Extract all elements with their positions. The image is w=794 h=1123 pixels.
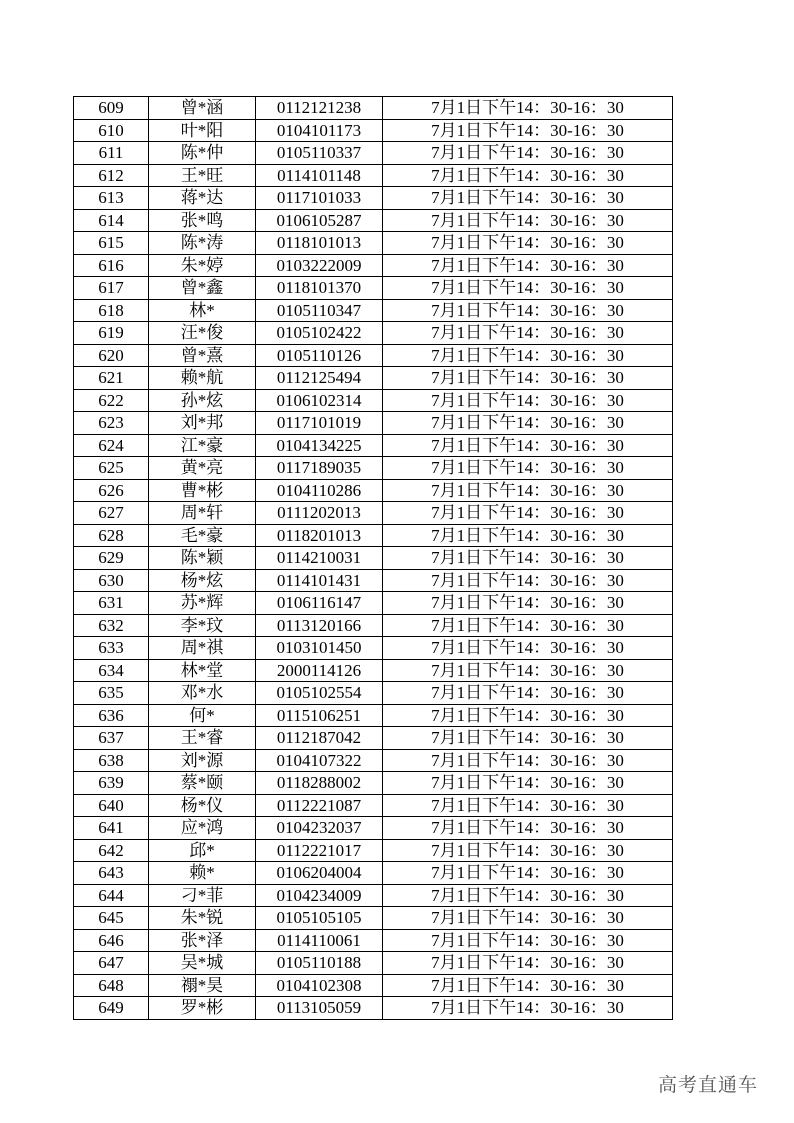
exam-time-cell: 7月1日下午14：30-16：30 (383, 974, 673, 997)
exam-time-cell: 7月1日下午14：30-16：30 (383, 209, 673, 232)
name-cell: 吴*城 (149, 952, 256, 975)
table-row (74, 884, 673, 907)
table-row (74, 794, 673, 817)
id-number-cell: 0104107322 (256, 749, 383, 772)
name-cell: 林*堂 (149, 659, 256, 682)
table-row (74, 322, 673, 345)
name-cell: 杨*炫 (149, 569, 256, 592)
row-number-cell: 628 (74, 524, 149, 547)
id-number-cell: 0113105059 (256, 997, 383, 1020)
id-number-cell: 0118288002 (256, 772, 383, 795)
id-number-cell: 0106102314 (256, 389, 383, 412)
name-cell: 朱*婷 (149, 254, 256, 277)
exam-time-cell: 7月1日下午14：30-16：30 (383, 119, 673, 142)
exam-time-cell: 7月1日下午14：30-16：30 (383, 592, 673, 615)
id-number-cell: 0105102554 (256, 682, 383, 705)
id-number-cell: 0106116147 (256, 592, 383, 615)
name-cell: 何* (149, 704, 256, 727)
row-number-cell: 646 (74, 929, 149, 952)
schedule-table (73, 96, 673, 1020)
name-cell: 曾*涵 (149, 97, 256, 120)
row-number-cell: 633 (74, 637, 149, 660)
row-number-cell: 644 (74, 884, 149, 907)
exam-time-cell: 7月1日下午14：30-16：30 (383, 929, 673, 952)
exam-time-cell: 7月1日下午14：30-16：30 (383, 232, 673, 255)
table-row (74, 772, 673, 795)
row-number-cell: 640 (74, 794, 149, 817)
name-cell: 林* (149, 299, 256, 322)
table-row (74, 862, 673, 885)
row-number-cell: 647 (74, 952, 149, 975)
table-row (74, 97, 673, 120)
row-number-cell: 642 (74, 839, 149, 862)
watermark-text: 高考直通车 (658, 1074, 759, 1096)
id-number-cell: 0104134225 (256, 434, 383, 457)
table-row (74, 457, 673, 480)
exam-time-cell: 7月1日下午14：30-16：30 (383, 389, 673, 412)
exam-time-cell: 7月1日下午14：30-16：30 (383, 884, 673, 907)
exam-time-cell: 7月1日下午14：30-16：30 (383, 839, 673, 862)
row-number-cell: 614 (74, 209, 149, 232)
exam-time-cell: 7月1日下午14：30-16：30 (383, 299, 673, 322)
table-row (74, 524, 673, 547)
row-number-cell: 641 (74, 817, 149, 840)
name-cell: 叶*阳 (149, 119, 256, 142)
id-number-cell: 0104101173 (256, 119, 383, 142)
id-number-cell: 0112221087 (256, 794, 383, 817)
row-number-cell: 634 (74, 659, 149, 682)
row-number-cell: 630 (74, 569, 149, 592)
table-row (74, 637, 673, 660)
table-row (74, 569, 673, 592)
exam-time-cell: 7月1日下午14：30-16：30 (383, 164, 673, 187)
name-cell: 赖*航 (149, 367, 256, 390)
name-cell: 陈*颖 (149, 547, 256, 570)
exam-time-cell: 7月1日下午14：30-16：30 (383, 547, 673, 570)
exam-time-cell: 7月1日下午14：30-16：30 (383, 772, 673, 795)
name-cell: 罗*彬 (149, 997, 256, 1020)
row-number-cell: 649 (74, 997, 149, 1020)
id-number-cell: 0118201013 (256, 524, 383, 547)
id-number-cell: 0112125494 (256, 367, 383, 390)
id-number-cell: 0117101033 (256, 187, 383, 210)
table-row (74, 614, 673, 637)
id-number-cell: 0113120166 (256, 614, 383, 637)
id-number-cell: 0117189035 (256, 457, 383, 480)
row-number-cell: 626 (74, 479, 149, 502)
id-number-cell: 0105110347 (256, 299, 383, 322)
id-number-cell: 0104110286 (256, 479, 383, 502)
exam-time-cell: 7月1日下午14：30-16：30 (383, 704, 673, 727)
exam-time-cell: 7月1日下午14：30-16：30 (383, 524, 673, 547)
table-row (74, 547, 673, 570)
table-row (74, 389, 673, 412)
table-row (74, 479, 673, 502)
table-row (74, 344, 673, 367)
name-cell: 刁*菲 (149, 884, 256, 907)
table-row (74, 817, 673, 840)
name-cell: 刘*邦 (149, 412, 256, 435)
name-cell: 毛*豪 (149, 524, 256, 547)
id-number-cell: 0106105287 (256, 209, 383, 232)
row-number-cell: 610 (74, 119, 149, 142)
row-number-cell: 637 (74, 727, 149, 750)
name-cell: 汪*俊 (149, 322, 256, 345)
name-cell: 张*泽 (149, 929, 256, 952)
schedule-table-body (74, 97, 673, 1020)
row-number-cell: 619 (74, 322, 149, 345)
id-number-cell: 0105110337 (256, 142, 383, 165)
name-cell: 王*旺 (149, 164, 256, 187)
exam-time-cell: 7月1日下午14：30-16：30 (383, 142, 673, 165)
exam-time-cell: 7月1日下午14：30-16：30 (383, 727, 673, 750)
exam-time-cell: 7月1日下午14：30-16：30 (383, 457, 673, 480)
name-cell: 王*睿 (149, 727, 256, 750)
id-number-cell: 0112221017 (256, 839, 383, 862)
name-cell: 曹*彬 (149, 479, 256, 502)
table-row (74, 164, 673, 187)
name-cell: 陈*仲 (149, 142, 256, 165)
id-number-cell: 0106204004 (256, 862, 383, 885)
id-number-cell: 0104234009 (256, 884, 383, 907)
exam-time-cell: 7月1日下午14：30-16：30 (383, 659, 673, 682)
row-number-cell: 624 (74, 434, 149, 457)
exam-time-cell: 7月1日下午14：30-16：30 (383, 817, 673, 840)
id-number-cell: 0117101019 (256, 412, 383, 435)
table-row (74, 142, 673, 165)
row-number-cell: 609 (74, 97, 149, 120)
row-number-cell: 616 (74, 254, 149, 277)
name-cell: 邓*水 (149, 682, 256, 705)
row-number-cell: 635 (74, 682, 149, 705)
table-row (74, 974, 673, 997)
name-cell: 李*玟 (149, 614, 256, 637)
row-number-cell: 636 (74, 704, 149, 727)
id-number-cell: 2000114126 (256, 659, 383, 682)
row-number-cell: 617 (74, 277, 149, 300)
row-number-cell: 643 (74, 862, 149, 885)
table-row (74, 749, 673, 772)
exam-time-cell: 7月1日下午14：30-16：30 (383, 254, 673, 277)
exam-time-cell: 7月1日下午14：30-16：30 (383, 682, 673, 705)
table-row (74, 907, 673, 930)
name-cell: 禤*昊 (149, 974, 256, 997)
id-number-cell: 0103101450 (256, 637, 383, 660)
exam-time-cell: 7月1日下午14：30-16：30 (383, 187, 673, 210)
row-number-cell: 623 (74, 412, 149, 435)
name-cell: 曾*熹 (149, 344, 256, 367)
table-row (74, 277, 673, 300)
row-number-cell: 620 (74, 344, 149, 367)
id-number-cell: 0114101431 (256, 569, 383, 592)
id-number-cell: 0105110126 (256, 344, 383, 367)
row-number-cell: 613 (74, 187, 149, 210)
row-number-cell: 615 (74, 232, 149, 255)
table-row (74, 209, 673, 232)
exam-time-cell: 7月1日下午14：30-16：30 (383, 479, 673, 502)
row-number-cell: 631 (74, 592, 149, 615)
row-number-cell: 648 (74, 974, 149, 997)
id-number-cell: 0104232037 (256, 817, 383, 840)
id-number-cell: 0104102308 (256, 974, 383, 997)
id-number-cell: 0114110061 (256, 929, 383, 952)
table-row (74, 299, 673, 322)
id-number-cell: 0105102422 (256, 322, 383, 345)
table-row (74, 187, 673, 210)
table-row (74, 254, 673, 277)
id-number-cell: 0118101013 (256, 232, 383, 255)
exam-time-cell: 7月1日下午14：30-16：30 (383, 367, 673, 390)
exam-time-cell: 7月1日下午14：30-16：30 (383, 569, 673, 592)
name-cell: 朱*锐 (149, 907, 256, 930)
table-row (74, 502, 673, 525)
row-number-cell: 638 (74, 749, 149, 772)
exam-time-cell: 7月1日下午14：30-16：30 (383, 907, 673, 930)
name-cell: 邱* (149, 839, 256, 862)
exam-time-cell: 7月1日下午14：30-16：30 (383, 502, 673, 525)
exam-time-cell: 7月1日下午14：30-16：30 (383, 97, 673, 120)
id-number-cell: 0115106251 (256, 704, 383, 727)
table-row (74, 952, 673, 975)
id-number-cell: 0114210031 (256, 547, 383, 570)
table-row (74, 727, 673, 750)
exam-time-cell: 7月1日下午14：30-16：30 (383, 277, 673, 300)
table-row (74, 434, 673, 457)
table-row (74, 367, 673, 390)
table-row (74, 592, 673, 615)
id-number-cell: 0103222009 (256, 254, 383, 277)
exam-time-cell: 7月1日下午14：30-16：30 (383, 344, 673, 367)
name-cell: 张*鸣 (149, 209, 256, 232)
id-number-cell: 0105105105 (256, 907, 383, 930)
table-row (74, 682, 673, 705)
exam-time-cell: 7月1日下午14：30-16：30 (383, 322, 673, 345)
row-number-cell: 639 (74, 772, 149, 795)
row-number-cell: 618 (74, 299, 149, 322)
row-number-cell: 632 (74, 614, 149, 637)
exam-time-cell: 7月1日下午14：30-16：30 (383, 749, 673, 772)
name-cell: 曾*鑫 (149, 277, 256, 300)
row-number-cell: 611 (74, 142, 149, 165)
exam-time-cell: 7月1日下午14：30-16：30 (383, 952, 673, 975)
table-row (74, 997, 673, 1020)
table-row (74, 659, 673, 682)
name-cell: 杨*仪 (149, 794, 256, 817)
row-number-cell: 625 (74, 457, 149, 480)
table-row (74, 412, 673, 435)
name-cell: 周*轩 (149, 502, 256, 525)
name-cell: 赖* (149, 862, 256, 885)
id-number-cell: 0112187042 (256, 727, 383, 750)
name-cell: 刘*源 (149, 749, 256, 772)
exam-time-cell: 7月1日下午14：30-16：30 (383, 614, 673, 637)
name-cell: 孙*炫 (149, 389, 256, 412)
row-number-cell: 627 (74, 502, 149, 525)
exam-time-cell: 7月1日下午14：30-16：30 (383, 794, 673, 817)
exam-time-cell: 7月1日下午14：30-16：30 (383, 637, 673, 660)
exam-time-cell: 7月1日下午14：30-16：30 (383, 997, 673, 1020)
row-number-cell: 645 (74, 907, 149, 930)
row-number-cell: 621 (74, 367, 149, 390)
row-number-cell: 622 (74, 389, 149, 412)
name-cell: 江*豪 (149, 434, 256, 457)
row-number-cell: 629 (74, 547, 149, 570)
id-number-cell: 0118101370 (256, 277, 383, 300)
table-row (74, 704, 673, 727)
exam-time-cell: 7月1日下午14：30-16：30 (383, 434, 673, 457)
name-cell: 蒋*达 (149, 187, 256, 210)
exam-time-cell: 7月1日下午14：30-16：30 (383, 412, 673, 435)
exam-time-cell: 7月1日下午14：30-16：30 (383, 862, 673, 885)
table-row (74, 839, 673, 862)
id-number-cell: 0114101148 (256, 164, 383, 187)
table-row (74, 232, 673, 255)
id-number-cell: 0111202013 (256, 502, 383, 525)
name-cell: 周*祺 (149, 637, 256, 660)
id-number-cell: 0112121238 (256, 97, 383, 120)
name-cell: 应*鸿 (149, 817, 256, 840)
name-cell: 蔡*颐 (149, 772, 256, 795)
id-number-cell: 0105110188 (256, 952, 383, 975)
name-cell: 黄*亮 (149, 457, 256, 480)
row-number-cell: 612 (74, 164, 149, 187)
name-cell: 陈*涛 (149, 232, 256, 255)
name-cell: 苏*辉 (149, 592, 256, 615)
table-row (74, 119, 673, 142)
table-row (74, 929, 673, 952)
